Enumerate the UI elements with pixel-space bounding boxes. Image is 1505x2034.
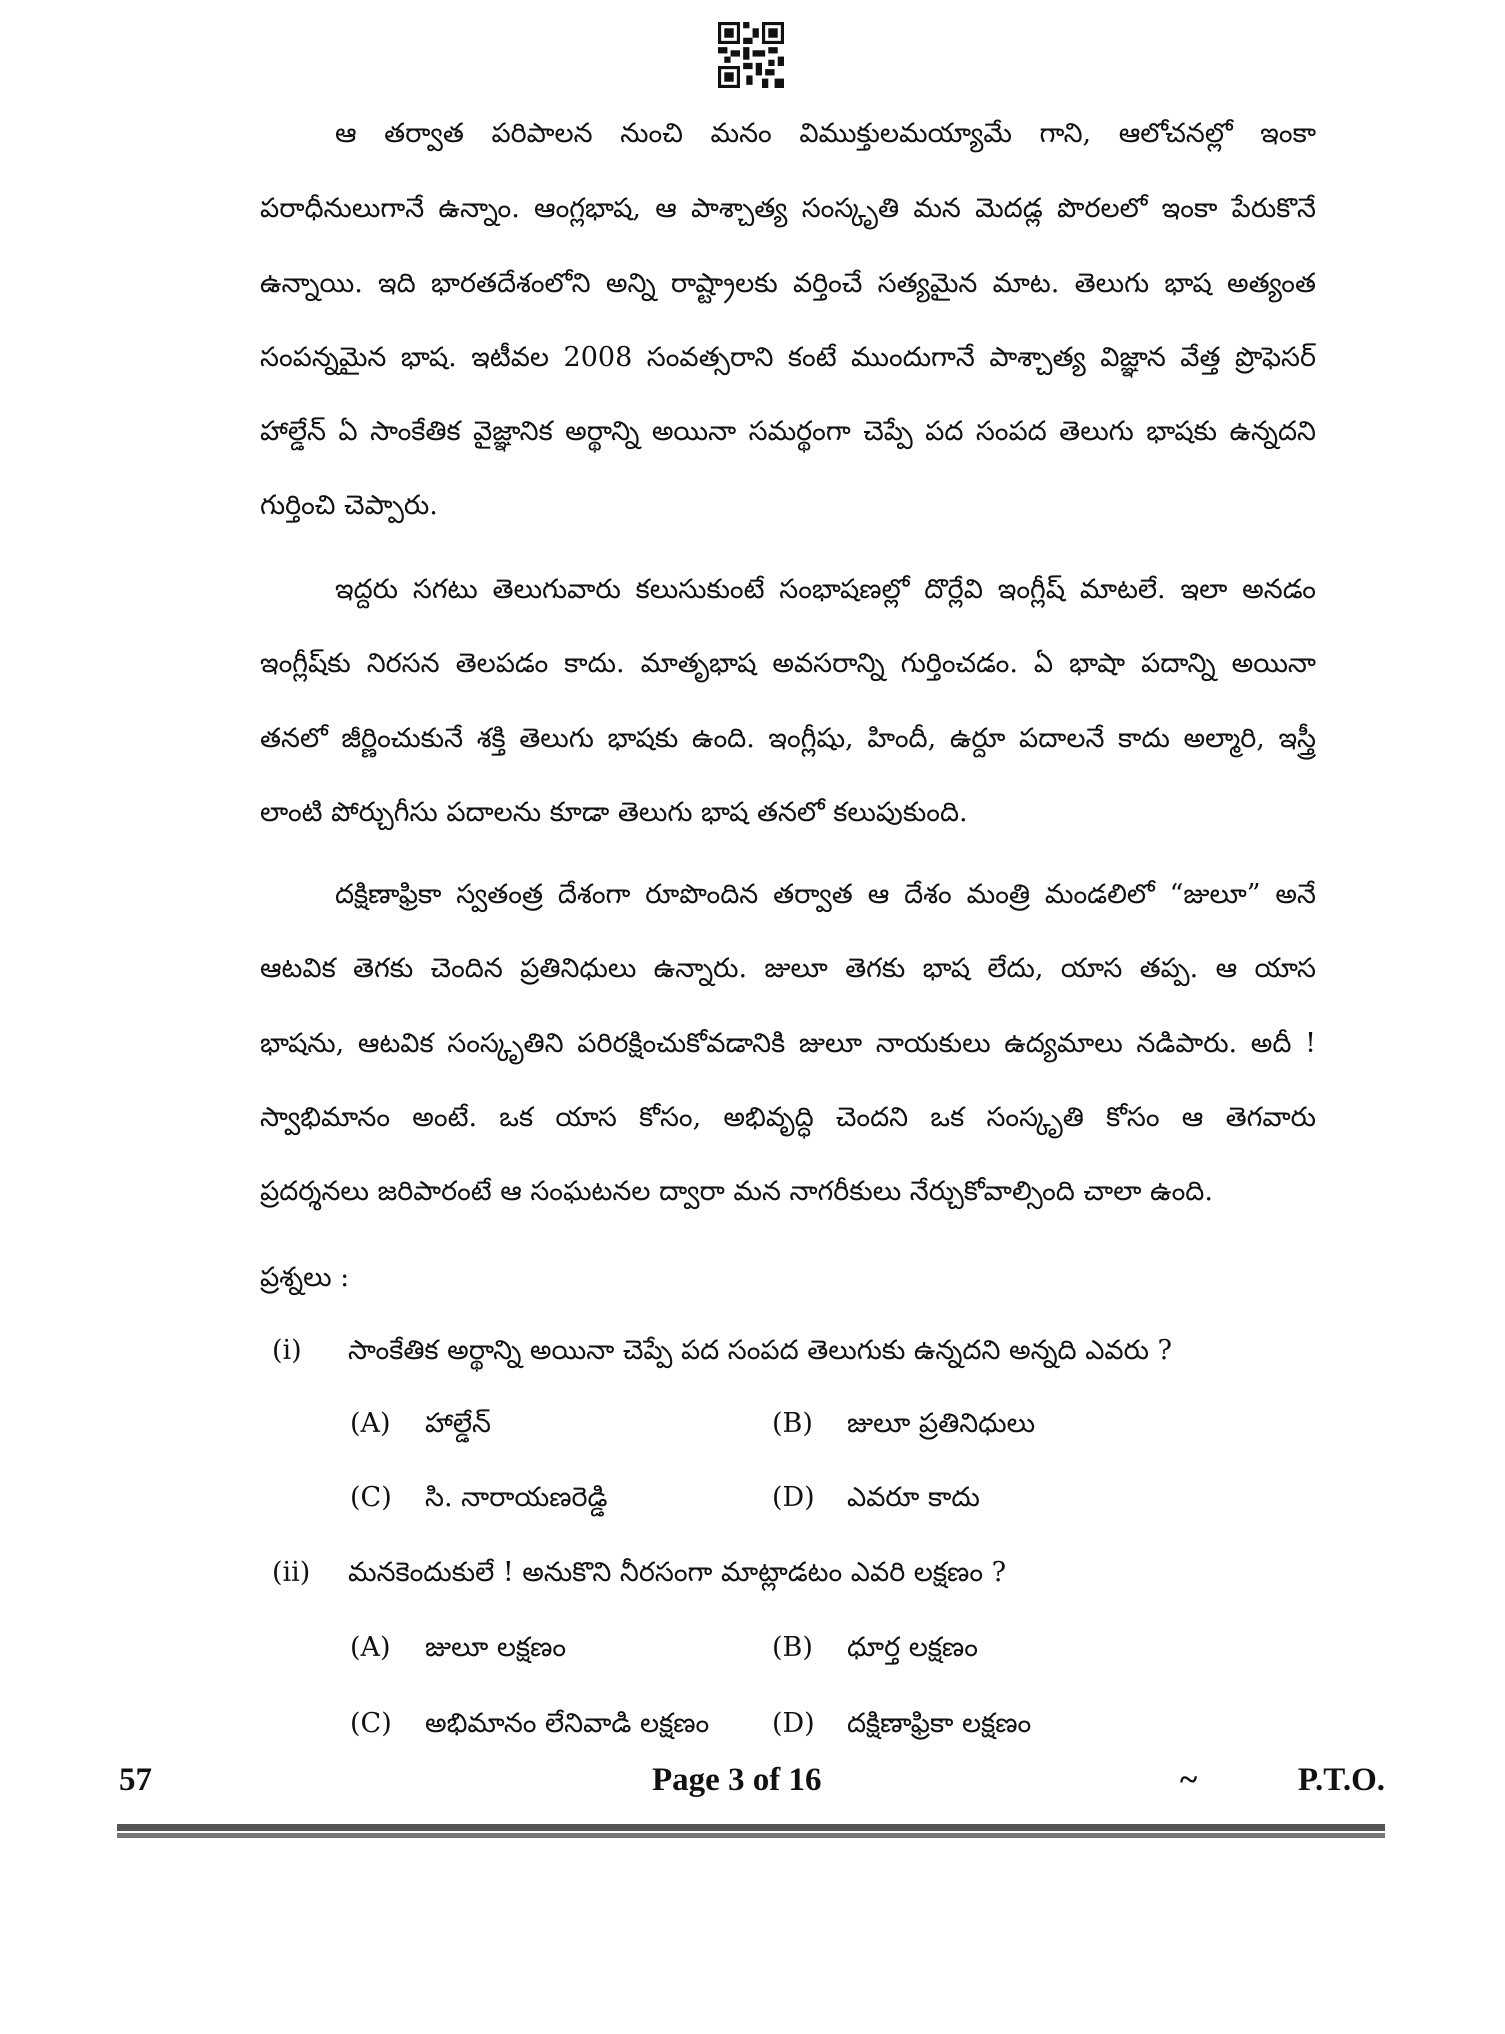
q2-option-a-label: (A) [350, 1632, 391, 1663]
q1-option-d-label: (D) [772, 1482, 815, 1513]
passage-p3-line: ప్రదర్శనలు జరిపారంటే ఆ సంఘటనల ద్వారా మన నాగరీకులు నేర్చుకోవాల్సింది చాలా ఉంది. [260, 1176, 1213, 1207]
page-number: Page 3 of 16 [652, 1762, 822, 1798]
passage-p3-line: దక్షిణాఫ్రికా స్వతంత్ర దేశంగా రూపొందిన తర్వాత ఆ దేశం మంత్రి మండలిలో “జులూ” అనే [335, 879, 1316, 910]
q2-option-b-label: (B) [772, 1632, 813, 1663]
passage-p1-line: ఆ తర్వాత పరిపాలన నుంచి మనం విముక్తులమయ్యామే గాని, ఆలోచనల్లో ఇంకా [335, 118, 1316, 149]
q1-option-c-label: (C) [350, 1482, 392, 1513]
passage-p2-line: తనలో జీర్ణించుకునే శక్తి తెలుగు భాషకు ఉంది. ఇంగ్లీషు, హిందీ, ఉర్దూ పదాలనే కాదు అల్మారి, ఇస్త్రీ [260, 723, 1316, 754]
q2-option-b-text: ధూర్త లక్షణం [847, 1632, 978, 1663]
passage-p3-line: స్వాభిమానం అంటే. ఒక యాస కోసం, అభివృద్ధి చెందని ఒక సంస్కృతి కోసం ఆ తెగవారు [260, 1102, 1316, 1133]
questions-heading: ప్రశ్నలు : [260, 1262, 350, 1293]
footer-rule-bottom [117, 1833, 1385, 1838]
q1-option-c-text: సి. నారాయణరెడ్డి [425, 1482, 608, 1513]
passage-p2-line: ఇద్దరు సగటు తెలుగువారు కలుసుకుంటే సంభాషణల్లో దొర్లేవి ఇంగ్లీష్ మాటలే. ఇలా అనడం [335, 574, 1316, 605]
q2-option-c-text: అభిమానం లేనివాడి లక్షణం [425, 1708, 710, 1739]
q1-option-a-label: (A) [350, 1408, 391, 1439]
paper-code: 57 [119, 1762, 152, 1798]
passage-p3-line: ఆటవిక తెగకు చెందిన ప్రతినిధులు ఉన్నారు. జులూ తెగకు భాష లేదు, యాస తప్ప. ఆ యాస [260, 953, 1316, 984]
footer-rule-top [117, 1824, 1385, 1831]
passage-p2-line: ఇంగ్లీష్‌కు నిరసన తెలపడం కాదు. మాతృభాష అవసరాన్ని గుర్తించడం. ఏ భాషా పదాన్ని అయినా [260, 648, 1316, 679]
passage-p1-line: గుర్తించి చెప్పారు. [260, 490, 438, 521]
q2-option-d-label: (D) [772, 1708, 815, 1739]
q1-option-b-text: జులూ ప్రతినిధులు [847, 1408, 1036, 1439]
passage-p1-line: ఉన్నాయి. ఇది భారతదేశంలోని అన్ని రాష్ట్రాలకు వర్తించే సత్యమైన మాట. తెలుగు భాష అత్యంత [260, 268, 1316, 299]
question-2-number: (ii) [272, 1557, 311, 1588]
question-1-number: (i) [272, 1335, 302, 1366]
q2-option-a-text: జులూ లక్షణం [425, 1632, 567, 1663]
pto-label: P.T.O. [1297, 1762, 1385, 1798]
q1-option-a-text: హాల్డేన్ [425, 1408, 491, 1439]
question-1-text: సాంకేతిక అర్థాన్ని అయినా చెప్పే పద సంపద తెలుగుకు ఉన్నదని అన్నది ఎవరు ? [348, 1335, 1173, 1366]
passage-p1-line: పరాధీనులుగానే ఉన్నాం. ఆంగ్లభాష, ఆ పాశ్చాత్య సంస్కృతి మన మెదడ్ల పొరలలో ఇంకా పేరుకొనే [260, 193, 1316, 224]
tilde-mark: ~ [1180, 1762, 1198, 1798]
passage-p1-line: సంపన్నమైన భాష. ఇటీవల 2008 సంవత్సరాని కంటే ముందుగానే పాశ్చాత్య విజ్ఞాన వేత్త ప్రొఫెసర్ [260, 342, 1316, 373]
passage-p2-line: లాంటి పోర్చుగీసు పదాలను కూడా తెలుగు భాష తనలో కలుపుకుంది. [260, 797, 968, 828]
passage-p1-line: హాల్డేన్ ఏ సాంకేతిక వైజ్ఞానిక అర్థాన్ని అయినా సమర్థంగా చెప్పే పద సంపద తెలుగు భాషకు ఉన్నదని [260, 416, 1316, 447]
q2-option-c-label: (C) [350, 1708, 392, 1739]
question-2-text: మనకెందుకులే ! అనుకొని నీరసంగా మాట్లాడటం ఎవరి లక్షణం ? [348, 1557, 1007, 1588]
q1-option-d-text: ఎవరూ కాదు [847, 1482, 980, 1513]
passage-p3-line: భాషను, ఆటవిక సంస్కృతిని పరిరక్షించుకోవడానికి జులూ నాయకులు ఉద్యమాలు నడిపారు. అదీ ! [260, 1028, 1316, 1059]
q2-option-d-text: దక్షిణాఫ్రికా లక్షణం [847, 1708, 1032, 1739]
qr-code-icon [718, 22, 784, 88]
q1-option-b-label: (B) [772, 1408, 813, 1439]
